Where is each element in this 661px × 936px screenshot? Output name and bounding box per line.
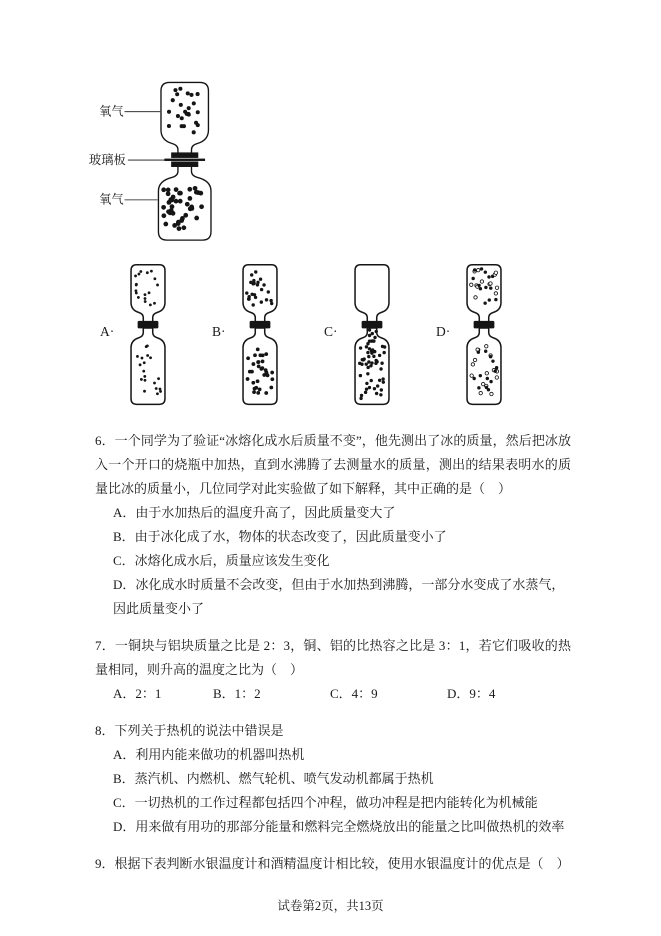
top-flask-rim <box>171 152 198 158</box>
flask-options-row <box>100 261 661 415</box>
flask-option-b <box>212 261 324 415</box>
bottom-flask <box>131 328 165 404</box>
flask-option-c-figure <box>339 261 405 415</box>
question-6-option-c: C．冰熔化成水后，质量应该发生变化 <box>113 553 330 568</box>
flask-pair-diagram <box>115 261 181 410</box>
page-footer: 试卷第2页，共13页 <box>277 899 384 913</box>
question-7-stem: 7．一铜块与铝块质量之比是 2：3，铜、铝的比热容之比是 3：1，若它们吸收的热量相同，则升高的温度之比为（ ） <box>95 638 571 677</box>
gas-molecules-bottom <box>245 347 274 394</box>
gas-molecules-bottom <box>161 186 204 231</box>
gas-molecules-bottom <box>470 345 499 396</box>
gas-molecules-top <box>470 267 499 305</box>
flask-option-a <box>100 261 212 415</box>
label-glass-plate: 玻璃板 <box>88 152 126 167</box>
gas-molecules-bottom <box>358 328 386 400</box>
top-flask <box>355 265 389 323</box>
question-9 <box>95 852 571 876</box>
flask-option-d-figure <box>451 261 517 415</box>
question-6 <box>95 429 571 621</box>
question-7-options <box>95 682 571 706</box>
question-7-option-d: D．9：4 <box>447 686 496 701</box>
flask-junction <box>361 321 382 329</box>
question-8 <box>95 719 571 839</box>
flask-junction <box>474 321 495 329</box>
flask-pair-diagram <box>227 261 293 410</box>
question-8-stem: 8．下列关于热机的说法中错误是 <box>95 723 284 738</box>
flask-pair-diagram <box>339 261 405 410</box>
question-7-option-b: B．1：2 <box>213 686 261 701</box>
flask-option-c-label: C· <box>324 324 338 339</box>
question-8-option-a: A．利用内能来做功的机器叫热机 <box>113 747 305 762</box>
gas-molecules-bottom <box>136 344 162 395</box>
gas-diffusion-diagram <box>70 74 661 257</box>
bottom-flask-rim <box>171 161 198 167</box>
question-9-stem: 9．根据下表判断水银温度计和酒精温度计相比较，使用水银温度计的优点是（ ） <box>95 856 570 871</box>
question-6-stem: 6．一个同学为了验证“冰熔化成水后质量不变”，他先测出了冰的质量，然后把冰放入一个开口的烧瓶中加热，直到水沸腾了去测量水的质量，测出的结果表明水的质量比冰的质量小，几位同学对此实验做了如下解释，其中正确的是（ ） <box>95 433 571 496</box>
flask-option-c <box>324 261 436 415</box>
flask-junction <box>249 321 270 329</box>
question-7-option-a: A．2：1 <box>113 686 162 701</box>
question-8-option-c: C．一切热机的工作过程都包括四个冲程，做功冲程是把内能转化为机械能 <box>113 795 538 810</box>
question-6-option-b: B．由于冰化成了水，物体的状态改变了，因此质量变小了 <box>113 529 447 544</box>
gas-molecules-top <box>167 87 200 135</box>
gas-diffusion-svg <box>70 74 274 252</box>
glass-plate <box>164 159 205 161</box>
question-6-option-d: D．冰化成水时质量不会改变，但由于水加热到沸腾，一部分水变成了水蒸气，因此质量变小了 <box>113 577 565 616</box>
question-7 <box>95 634 571 706</box>
flask-option-d <box>436 261 548 415</box>
top-flask <box>161 82 208 155</box>
flask-option-a-label: A· <box>100 324 115 339</box>
flask-option-b-figure <box>227 261 293 415</box>
question-6-option-a: A．由于水加热后的温度升高了，因此质量变大了 <box>113 505 396 520</box>
question-8-option-b: B．蒸汽机、内燃机、燃气轮机、喷气发动机都属于热机 <box>113 771 434 786</box>
flask-option-b-label: B· <box>212 324 226 339</box>
gas-molecules-top <box>134 270 159 307</box>
flask-option-d-label: D· <box>436 324 451 339</box>
question-7-option-c: C．4：9 <box>330 686 378 701</box>
label-gas-top: 氧气 <box>99 104 124 119</box>
question-list <box>95 429 571 876</box>
flask-pair-diagram <box>451 261 517 410</box>
flask-option-a-figure <box>115 261 181 415</box>
question-8-option-d: D．用来做有用功的那部分能量和燃料完全燃烧放出的能量之比叫做热机的效率 <box>113 819 565 834</box>
label-gas-bottom: 氧气 <box>99 192 124 207</box>
gas-molecules-top <box>245 270 273 306</box>
flask-junction <box>138 321 159 329</box>
